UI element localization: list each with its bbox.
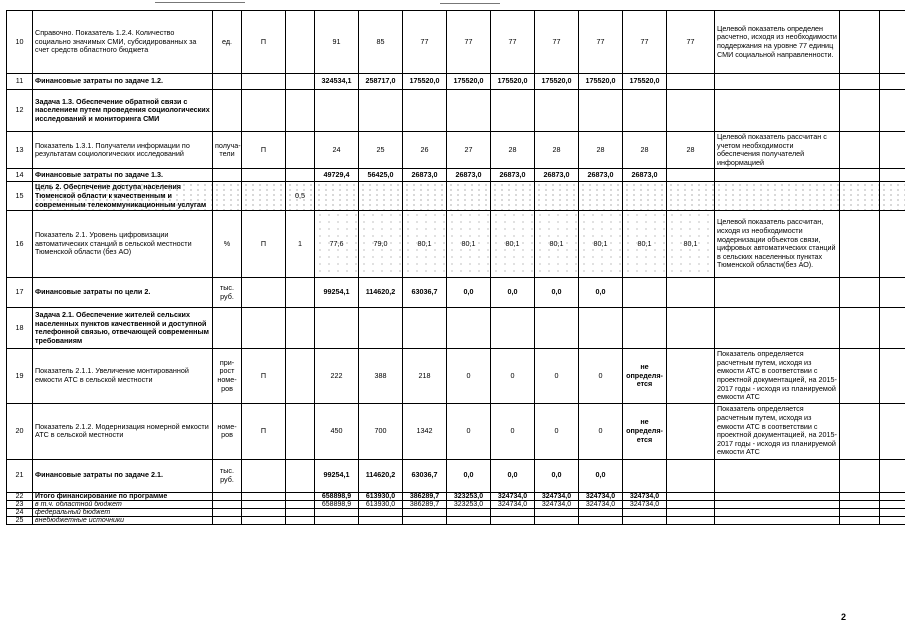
year-value-cell: 77	[623, 11, 667, 74]
empty-cell	[880, 349, 905, 404]
unit-cell: ед.	[213, 11, 242, 74]
empty-cell	[840, 508, 880, 516]
type-cell: П	[242, 211, 286, 278]
type-cell: П	[242, 132, 286, 169]
empty-cell	[880, 500, 905, 508]
empty-cell	[840, 500, 880, 508]
year-value-cell: 386289,7	[403, 500, 447, 508]
year-value-cell	[667, 182, 715, 211]
year-value-cell: 79,0	[359, 211, 403, 278]
empty-cell	[840, 349, 880, 404]
type-cell	[242, 182, 286, 211]
year-value-cell	[491, 182, 535, 211]
year-value-cell	[315, 508, 359, 516]
table-row	[7, 459, 905, 492]
year-value-cell: 450	[315, 403, 359, 459]
note-cell	[715, 516, 840, 524]
unit-cell: тыс. руб.	[213, 278, 242, 308]
year-value-cell: 25	[359, 132, 403, 169]
row-number: 14	[7, 169, 33, 182]
note-cell: Целевой показатель рассчитан с учетом необходимости обеспечения получателей информацией	[715, 132, 840, 169]
table-row	[7, 278, 905, 308]
indicator-name: Показатель 1.3.1. Получатели информации по результатам социологических исследований	[33, 132, 213, 169]
empty-cell	[840, 211, 880, 278]
year-value-cell: 63036,7	[403, 278, 447, 308]
unit-cell	[213, 169, 242, 182]
empty-cell	[880, 516, 905, 524]
note-cell	[715, 500, 840, 508]
year-value-cell	[535, 508, 579, 516]
empty-cell	[840, 169, 880, 182]
unit-cell	[213, 500, 242, 508]
base-value-cell	[286, 74, 315, 90]
year-value-cell: 85	[359, 11, 403, 74]
year-value-cell	[491, 90, 535, 132]
year-value-cell: 80,1	[667, 211, 715, 278]
year-value-cell	[491, 516, 535, 524]
unit-cell	[213, 74, 242, 90]
year-value-cell	[667, 459, 715, 492]
empty-cell	[840, 492, 880, 500]
year-value-cell: 56425,0	[359, 169, 403, 182]
year-value-cell	[623, 459, 667, 492]
empty-cell	[880, 182, 905, 211]
table-row	[7, 182, 905, 211]
year-value-cell	[491, 308, 535, 349]
year-value-cell: 114620,2	[359, 459, 403, 492]
table-row	[7, 403, 905, 459]
empty-cell	[840, 516, 880, 524]
year-value-cell: 99254,1	[315, 459, 359, 492]
year-value-cell: 0,0	[491, 459, 535, 492]
base-value-cell	[286, 508, 315, 516]
year-value-cell: 658898,9	[315, 500, 359, 508]
row-number: 13	[7, 132, 33, 169]
year-value-cell	[315, 182, 359, 211]
year-value-cell: 323253,0	[447, 492, 491, 500]
year-value-cell	[447, 516, 491, 524]
year-value-cell: 80,1	[447, 211, 491, 278]
year-value-cell: 324734,0	[623, 492, 667, 500]
year-value-cell	[359, 516, 403, 524]
year-value-cell	[403, 308, 447, 349]
table-row	[7, 349, 905, 404]
year-value-cell: 175520,0	[403, 74, 447, 90]
indicator-name: Показатель 2.1. Уровень цифровизации автоматических станций в сельской местности Тюменской области (без АО)	[33, 211, 213, 278]
year-value-cell: 91	[315, 11, 359, 74]
year-value-cell: 386289,7	[403, 492, 447, 500]
year-value-cell	[535, 90, 579, 132]
year-value-cell: 175520,0	[579, 74, 623, 90]
type-cell	[242, 90, 286, 132]
table-row	[7, 11, 905, 74]
type-cell: П	[242, 11, 286, 74]
empty-cell	[880, 211, 905, 278]
year-value-cell: 0,0	[579, 278, 623, 308]
year-value-cell: 613930,0	[359, 492, 403, 500]
base-value-cell	[286, 278, 315, 308]
year-value-cell: 80,1	[491, 211, 535, 278]
indicator-name: в т.ч. областной бюджет	[33, 500, 213, 508]
row-number: 10	[7, 11, 33, 74]
year-value-cell	[667, 308, 715, 349]
indicator-name: Задача 1.3. Обеспечение обратной связи с населением путем проведения социологических исследований и мониторинга СМИ	[33, 90, 213, 132]
scan-artifact	[440, 3, 500, 4]
year-value-cell	[315, 308, 359, 349]
year-value-cell: 26873,0	[447, 169, 491, 182]
base-value-cell	[286, 169, 315, 182]
year-value-cell: 0	[579, 403, 623, 459]
empty-cell	[840, 132, 880, 169]
year-value-cell: 28	[623, 132, 667, 169]
note-cell: Целевой показатель определен расчетно, исходя из необходимости поддержания на уровне 77 единиц СМИ социальной направленности.	[715, 11, 840, 74]
row-number: 23	[7, 500, 33, 508]
row-number: 12	[7, 90, 33, 132]
base-value-cell	[286, 500, 315, 508]
indicator-name: Финансовые затраты по цели 2.	[33, 278, 213, 308]
base-value-cell	[286, 516, 315, 524]
empty-cell	[840, 11, 880, 74]
year-value-cell: 0,0	[447, 459, 491, 492]
year-value-cell	[403, 508, 447, 516]
type-cell: П	[242, 403, 286, 459]
scan-artifact	[155, 2, 245, 3]
unit-cell: при-рост номе-ров	[213, 349, 242, 404]
year-value-cell: 26873,0	[491, 169, 535, 182]
year-value-cell	[623, 516, 667, 524]
note-cell	[715, 459, 840, 492]
table-row	[7, 516, 905, 524]
type-cell	[242, 74, 286, 90]
unit-cell: тыс. руб.	[213, 459, 242, 492]
year-value-cell: 258717,0	[359, 74, 403, 90]
empty-cell	[880, 11, 905, 74]
year-value-cell	[667, 169, 715, 182]
year-value-cell: 658898,9	[315, 492, 359, 500]
indicator-name: внебюджетные источники	[33, 516, 213, 524]
note-cell: Целевой показатель рассчитан, исходя из необходимости модернизации объектов связи, цифровых автоматических станций в сельских населенных пунктах Тюменской области(без АО).	[715, 211, 840, 278]
year-value-cell: 0	[579, 349, 623, 404]
year-value-cell: 0,0	[579, 459, 623, 492]
year-value-cell	[623, 308, 667, 349]
indicator-name: Показатель 2.1.2. Модернизация номерной емкости АТС в сельской местности	[33, 403, 213, 459]
indicator-name: Показатель 2.1.1. Увеличение монтированной емкости АТС в сельской местности	[33, 349, 213, 404]
empty-cell	[880, 459, 905, 492]
base-value-cell	[286, 132, 315, 169]
year-value-cell: 26873,0	[623, 169, 667, 182]
year-value-cell: 77,6	[315, 211, 359, 278]
year-value-cell: 324734,0	[579, 500, 623, 508]
empty-cell	[840, 90, 880, 132]
year-value-cell: 77	[491, 11, 535, 74]
year-value-cell	[667, 516, 715, 524]
year-value-cell	[667, 74, 715, 90]
unit-cell	[213, 508, 242, 516]
year-value-cell	[359, 508, 403, 516]
year-value-cell: 26873,0	[579, 169, 623, 182]
unit-cell	[213, 308, 242, 349]
empty-cell	[880, 403, 905, 459]
year-value-cell: 613930,0	[359, 500, 403, 508]
base-value-cell	[286, 492, 315, 500]
empty-cell	[880, 492, 905, 500]
year-value-cell: 0	[491, 349, 535, 404]
indicator-name: Финансовые затраты по задаче 2.1.	[33, 459, 213, 492]
program-indicators-table	[6, 10, 905, 525]
year-value-cell	[403, 90, 447, 132]
year-value-cell: 77	[667, 11, 715, 74]
year-value-cell: 324734,0	[491, 500, 535, 508]
year-value-cell: 28	[667, 132, 715, 169]
year-value-cell	[491, 508, 535, 516]
year-value-cell: 77	[535, 11, 579, 74]
year-value-cell: 80,1	[535, 211, 579, 278]
indicator-name: Цель 2. Обеспечение доступа населения Тюменской области к качественным и современным телекоммуникационным услугам	[33, 182, 213, 211]
year-value-cell	[579, 308, 623, 349]
year-value-cell: 80,1	[403, 211, 447, 278]
year-value-cell	[579, 516, 623, 524]
year-value-cell	[667, 500, 715, 508]
year-value-cell	[623, 508, 667, 516]
empty-cell	[840, 459, 880, 492]
unit-cell	[213, 492, 242, 500]
year-value-cell	[315, 516, 359, 524]
year-value-cell	[535, 182, 579, 211]
year-value-cell: 0	[447, 403, 491, 459]
type-cell	[242, 516, 286, 524]
empty-cell	[840, 74, 880, 90]
year-value-cell: 28	[535, 132, 579, 169]
note-cell	[715, 308, 840, 349]
row-number: 18	[7, 308, 33, 349]
year-value-cell	[579, 90, 623, 132]
year-value-cell: 26	[403, 132, 447, 169]
year-value-cell: 700	[359, 403, 403, 459]
year-value-cell: 0,0	[447, 278, 491, 308]
base-value-cell	[286, 459, 315, 492]
note-cell	[715, 74, 840, 90]
row-number: 20	[7, 403, 33, 459]
row-number: 11	[7, 74, 33, 90]
unit-cell	[213, 516, 242, 524]
type-cell	[242, 508, 286, 516]
base-value-cell: 1	[286, 211, 315, 278]
year-value-cell: 28	[579, 132, 623, 169]
base-value-cell: 0,5	[286, 182, 315, 211]
base-value-cell	[286, 403, 315, 459]
year-value-cell: 324534,1	[315, 74, 359, 90]
year-value-cell	[623, 90, 667, 132]
year-value-cell: 77	[579, 11, 623, 74]
year-value-cell	[667, 90, 715, 132]
empty-cell	[840, 403, 880, 459]
note-cell	[715, 90, 840, 132]
year-value-cell	[359, 308, 403, 349]
type-cell	[242, 169, 286, 182]
year-value-cell: 0,0	[535, 278, 579, 308]
empty-cell	[840, 308, 880, 349]
type-cell	[242, 278, 286, 308]
year-value-cell: 324734,0	[623, 500, 667, 508]
type-cell	[242, 500, 286, 508]
base-value-cell	[286, 349, 315, 404]
unit-cell: получа-тели	[213, 132, 242, 169]
year-value-cell: 77	[403, 11, 447, 74]
year-value-cell: 77	[447, 11, 491, 74]
year-value-cell: 80,1	[623, 211, 667, 278]
year-value-cell	[667, 508, 715, 516]
row-number: 15	[7, 182, 33, 211]
year-value-cell: 63036,7	[403, 459, 447, 492]
year-value-cell: 175520,0	[491, 74, 535, 90]
year-value-cell: 0	[535, 403, 579, 459]
year-value-cell	[579, 182, 623, 211]
note-cell: Показатель определяется расчетным путем, исходя из емкости АТС в соответствии с проектной документацией, на 2015-2017 годы - исходя из планируемой емкости АТС	[715, 349, 840, 404]
table-row	[7, 74, 905, 90]
row-number: 24	[7, 508, 33, 516]
empty-cell	[880, 132, 905, 169]
year-value-cell	[667, 403, 715, 459]
indicator-name: Итого финансирование по программе	[33, 492, 213, 500]
type-cell: П	[242, 349, 286, 404]
table-row	[7, 492, 905, 500]
year-value-cell: 80,1	[579, 211, 623, 278]
empty-cell	[840, 182, 880, 211]
table-row	[7, 308, 905, 349]
year-value-cell: 0,0	[535, 459, 579, 492]
year-value-cell: 0	[535, 349, 579, 404]
empty-cell	[880, 74, 905, 90]
note-cell: Показатель определяется расчетным путем, исходя из емкости АТС в соответствии с проектной документацией, на 2015-2017 годы - исходя из планируемой емкости АТС	[715, 403, 840, 459]
year-value-cell	[447, 90, 491, 132]
year-value-cell: 324734,0	[535, 492, 579, 500]
year-value-cell: 49729,4	[315, 169, 359, 182]
row-number: 19	[7, 349, 33, 404]
year-value-cell: не определя-ется	[623, 403, 667, 459]
year-value-cell: 26873,0	[535, 169, 579, 182]
year-value-cell: 26873,0	[403, 169, 447, 182]
year-value-cell: 324734,0	[491, 492, 535, 500]
row-number: 22	[7, 492, 33, 500]
indicator-name: Справочно. Показатель 1.2.4. Количество социально значимых СМИ, субсидированных за счет средств областного бюджета	[33, 11, 213, 74]
year-value-cell: 28	[491, 132, 535, 169]
row-number: 17	[7, 278, 33, 308]
year-value-cell	[579, 508, 623, 516]
page-number: 2	[841, 612, 847, 622]
base-value-cell	[286, 308, 315, 349]
table-row	[7, 90, 905, 132]
year-value-cell: 324734,0	[535, 500, 579, 508]
year-value-cell: 324734,0	[579, 492, 623, 500]
year-value-cell: 0	[447, 349, 491, 404]
year-value-cell	[667, 492, 715, 500]
year-value-cell: 323253,0	[447, 500, 491, 508]
unit-cell	[213, 182, 242, 211]
unit-cell	[213, 90, 242, 132]
year-value-cell: 1342	[403, 403, 447, 459]
year-value-cell	[359, 90, 403, 132]
empty-cell	[880, 308, 905, 349]
row-number: 21	[7, 459, 33, 492]
empty-cell	[880, 278, 905, 308]
table-row	[7, 169, 905, 182]
year-value-cell	[315, 90, 359, 132]
unit-cell: %	[213, 211, 242, 278]
year-value-cell	[447, 182, 491, 211]
year-value-cell: 114620,2	[359, 278, 403, 308]
note-cell	[715, 169, 840, 182]
year-value-cell: 0,0	[491, 278, 535, 308]
row-number: 16	[7, 211, 33, 278]
year-value-cell	[535, 516, 579, 524]
table-row	[7, 211, 905, 278]
year-value-cell	[667, 278, 715, 308]
year-value-cell: 388	[359, 349, 403, 404]
empty-cell	[840, 278, 880, 308]
year-value-cell: 175520,0	[535, 74, 579, 90]
year-value-cell	[447, 508, 491, 516]
indicator-name: Финансовые затраты по задаче 1.3.	[33, 169, 213, 182]
year-value-cell: 222	[315, 349, 359, 404]
year-value-cell	[403, 182, 447, 211]
year-value-cell: 99254,1	[315, 278, 359, 308]
type-cell	[242, 459, 286, 492]
year-value-cell	[623, 182, 667, 211]
year-value-cell	[535, 308, 579, 349]
row-number: 25	[7, 516, 33, 524]
note-cell	[715, 508, 840, 516]
table-row	[7, 500, 905, 508]
year-value-cell	[359, 182, 403, 211]
year-value-cell: 175520,0	[623, 74, 667, 90]
empty-cell	[880, 508, 905, 516]
type-cell	[242, 308, 286, 349]
table-row	[7, 132, 905, 169]
year-value-cell	[667, 349, 715, 404]
year-value-cell	[403, 516, 447, 524]
base-value-cell	[286, 11, 315, 74]
base-value-cell	[286, 90, 315, 132]
unit-cell: номе-ров	[213, 403, 242, 459]
year-value-cell: 27	[447, 132, 491, 169]
note-cell	[715, 492, 840, 500]
year-value-cell	[447, 308, 491, 349]
year-value-cell: 24	[315, 132, 359, 169]
year-value-cell: 218	[403, 349, 447, 404]
indicator-name: Финансовые затраты по задаче 1.2.	[33, 74, 213, 90]
indicator-name: федеральный бюджет	[33, 508, 213, 516]
type-cell	[242, 492, 286, 500]
indicator-name: Задача 2.1. Обеспечение жителей сельских населенных пунктов качественной и доступной телефонной связью, отвечающей современным требованиям	[33, 308, 213, 349]
note-cell	[715, 182, 840, 211]
table-row	[7, 508, 905, 516]
year-value-cell: 0	[491, 403, 535, 459]
empty-cell	[880, 90, 905, 132]
note-cell	[715, 278, 840, 308]
empty-cell	[880, 169, 905, 182]
year-value-cell: не определя-ется	[623, 349, 667, 404]
year-value-cell	[623, 278, 667, 308]
year-value-cell: 175520,0	[447, 74, 491, 90]
